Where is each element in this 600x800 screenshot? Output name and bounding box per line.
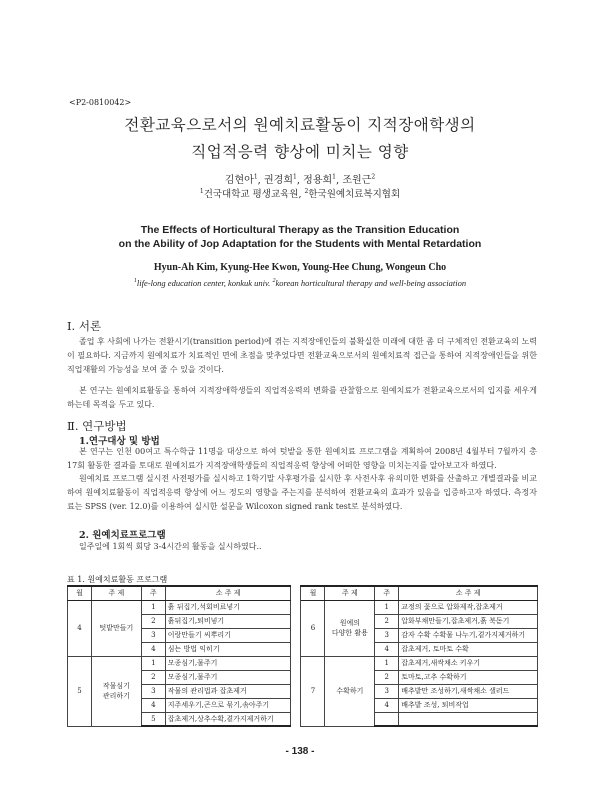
author-name: 조원근: [342, 175, 372, 186]
methods-paragraph-2: 원예치료 프로그램 실시전 사전평가를 실시하고 1학기말 사후평가를 실시한 후 사전사후 유의미한 변화를 산출하고 개별결과를 비교하여 원예치료활동이 직업적응력 향상에 어느 정도의 영향을 주는지를 분석하여 전환교육의 효과가 있음을 입증하고자 하였다. 측정자료는 SPSS (ver. 12.0)를 이용하여 실시한 설문을 Wilcoxon signed rank test로 분석하였다.: [67, 474, 537, 511]
topic-cell: 압화부채만들기,잡초제거,흙 북돋기: [399, 614, 538, 628]
week-cell: 4: [375, 642, 399, 656]
week-cell: 4: [375, 698, 399, 712]
week-cell: 1: [141, 600, 165, 614]
section-heading-introduction: Ⅰ. 서론: [67, 319, 102, 333]
week-cell: 4: [141, 642, 165, 656]
topic-cell: 흙 뒤집기,석회비료넣기: [165, 600, 291, 614]
title-korean-line-1: 전환교육으로서의 원예치료활동이 지적장애학생의: [124, 116, 476, 134]
methods-paragraph-1: 본 연구는 인천 00여고 특수학급 11명을 대상으로 하여 텃밭을 통한 원예치료 프로그램을 계획하여 2008년 4월부터 7월까지 총 17회 활동한 결과를 토대로 원예치료가 지적장애학생들의 직업적응력 향상에 어떠한 영향을 미치는지를 알아보고자 하였다.: [67, 447, 537, 470]
table-header-row: [68, 586, 538, 600]
table-header: 주: [141, 586, 165, 600]
week-cell: 2: [141, 614, 165, 628]
theme-cell: 수확하기: [325, 656, 375, 726]
topic-cell: 잡초제거,새싹채소 키우기: [399, 656, 538, 670]
week-cell: 1: [375, 656, 399, 670]
table-header: 월: [301, 586, 325, 600]
topic-cell: 토마토,고추 수확하기: [399, 670, 538, 684]
subsection-heading-subjects: 1.연구대상 및 방법: [79, 436, 160, 447]
abstract-code: <P2-0810042>: [69, 98, 132, 107]
section-heading-methods: Ⅱ. 연구방법: [67, 419, 127, 433]
topic-cell: 배추밭만 조성하기,새싹채소 샐러드: [399, 684, 538, 698]
table-header: 주 제: [325, 586, 375, 600]
topic-cell: 작물의 관리법과 잡초제거: [165, 684, 291, 698]
table-header: 월: [68, 586, 92, 600]
week-cell: 1: [141, 656, 165, 670]
week-cell: 3: [141, 684, 165, 698]
week-cell: 2: [375, 670, 399, 684]
subsection-heading-program: 2. 원예치료프로그램: [79, 530, 166, 541]
author-name: 권경희: [264, 175, 293, 186]
author-name: 정용희: [303, 175, 333, 186]
week-cell: 3: [141, 628, 165, 642]
week-cell: 3: [375, 684, 399, 698]
table-header: 주: [375, 586, 399, 600]
topic-cell: 모종심기,물주기: [165, 656, 291, 670]
week-cell: 1: [375, 600, 399, 614]
week-cell: 2: [375, 614, 399, 628]
table-header: 주 제: [91, 586, 141, 600]
page-number: - 138 -: [285, 746, 315, 757]
month-cell: 7: [301, 656, 325, 726]
intro-paragraph-2: 본 연구는 원예치료활동을 통하여 지적장애학생들의 직업적응력의 변화를 관찰함으로 원예치료가 전환교육으로서의 입지를 세우게 하는데 목적을 두고 있다.: [67, 386, 537, 409]
program-text: 일주일에 1회씩 회당 3-4시간의 활동을 실시하였다..: [79, 542, 262, 551]
week-cell: 4: [141, 698, 165, 712]
authors-korean: 김현아$^1$, 권경희$^1$, 정용희$^1$, 조원근$^2$: [224, 173, 376, 186]
topic-cell: 잡초제거, 토마토 수확: [399, 642, 538, 656]
topic-cell: 모종심기,물주기: [165, 670, 291, 684]
topic-cell: 이랑만들기 씨뿌리기: [165, 628, 291, 642]
week-cell: 2: [141, 670, 165, 684]
week-cell: 5: [141, 712, 165, 726]
month-cell: 6: [301, 600, 325, 656]
table-row: [68, 656, 538, 670]
authors-english: Hyun-Ah Kim, Kyung-Hee Kwon, Young-Hee Chung, Wongeun Cho: [153, 262, 447, 273]
program-table: [67, 585, 538, 727]
topic-cell: 배추밭 조성, 퇴비작업: [399, 698, 538, 712]
week-cell: 3: [375, 628, 399, 642]
intro-paragraph-1: 졸업 후 사회에 나가는 전환시기(transition period)에 겪는 지적장애인들의 불확실한 미래에 대한 좀 더 구체적인 전환교육의 노력이 필요하다. 지금까지 원예치료가 치료적인 면에 초점을 맞추었다면 전환교육으로서의 원예치료적 접근을 통하여 지적장애인들을 위한 직업재활의 가능성을 보여 줄 수 있을 것이다.: [67, 337, 537, 374]
table-header: 소 주 제: [399, 586, 538, 600]
table-row: [68, 600, 538, 614]
topic-cell: 심는 방법 익히기: [165, 642, 291, 656]
topic-cell: 지주세우기,곤으로 묶기,솎아주기: [165, 698, 291, 712]
topic-cell: 잡초제거,상추수확,곁가지제거하기: [165, 712, 291, 726]
topic-cell: 교정의 꽃으로 압화제작,잡초제거: [399, 600, 538, 614]
theme-cell: 작물심기 관리하기: [91, 656, 141, 726]
title-korean-line-2: 직업적응력 향상에 미치는 영향: [191, 143, 409, 161]
theme-cell: 원예의 다양한 활용: [325, 600, 375, 656]
month-cell: 4: [68, 600, 92, 656]
table-header: 소 주 제: [165, 586, 291, 600]
affiliations-english: $^1$life-long education center, konkuk univ. $^2$korean horticultural therapy and well-being association: [133, 278, 467, 288]
topic-cell: 감자 수확 수확물 나누기,곁가지제거하기: [399, 628, 538, 642]
title-english-line-1: The Effects of Horticultural Therapy as the Transition Education: [140, 224, 460, 236]
author-name: 김현아: [224, 175, 254, 186]
theme-cell: 텃밭만들기: [91, 600, 141, 656]
table-caption: 표 1. 원예치료활동 프로그램: [67, 575, 168, 584]
affiliations-korean: $^1$건국대학교 평생교육원, $^2$한국원예치료복지협회: [199, 187, 401, 200]
month-cell: 5: [68, 656, 92, 726]
title-english-line-2: on the Ability of Jop Adaptation for the Students with Mental Retardation: [118, 238, 482, 250]
topic-cell: 흙뒤집기,퇴비넣기: [165, 614, 291, 628]
